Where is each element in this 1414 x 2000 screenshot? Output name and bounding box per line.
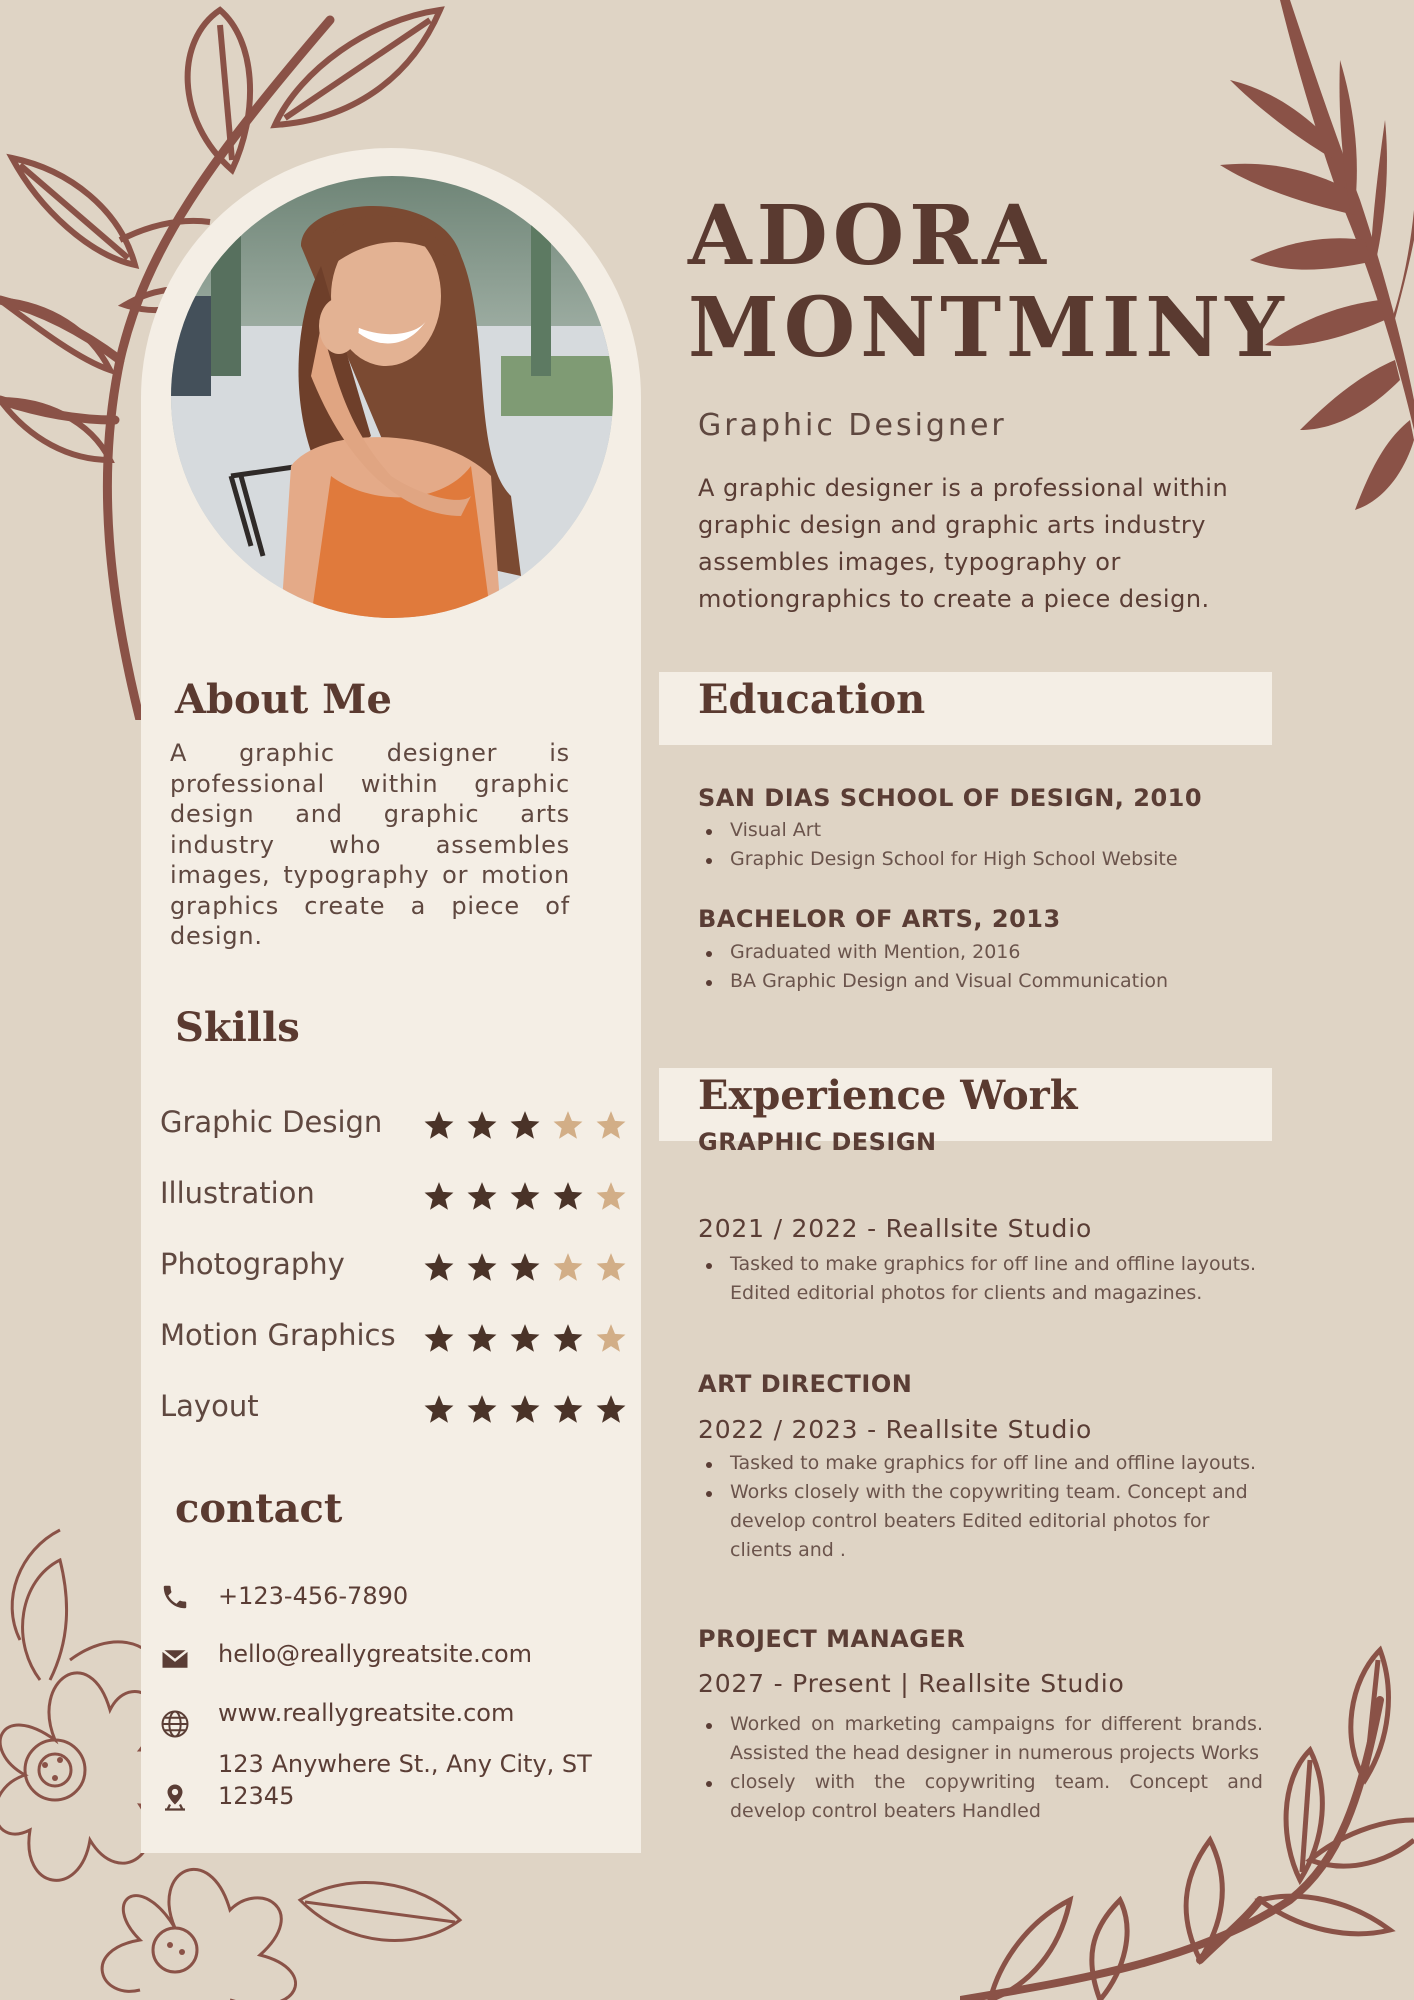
intro-text: A graphic designer is a professional within graphic design and graphic arts industry assembles images, typography or motiongraphics to create a piece design. <box>698 474 1229 613</box>
experience-period-2: 2022 / 2023 - Reallsite Studio <box>698 1415 1093 1444</box>
star-filled-icon <box>465 1109 499 1143</box>
skill-name: Illustration <box>160 1176 315 1210</box>
list-item: Worked on marketing campaigns for different brands. Assisted the head designer in numerous projects Works <box>698 1710 1263 1768</box>
star-filled-icon <box>508 1322 542 1356</box>
experience-title: Experience Work <box>698 1072 1078 1119</box>
experience-period-3: 2027 - Present | Reallsite Studio <box>698 1669 1125 1698</box>
skill-name: Motion Graphics <box>160 1318 396 1352</box>
star-filled-icon <box>422 1393 456 1427</box>
star-filled-icon <box>594 1393 628 1427</box>
contact-phone <box>160 1580 620 1614</box>
list-item: Visual Art <box>698 816 1263 845</box>
address-text: 123 Anywhere St., Any City, ST 12345 <box>218 1750 592 1810</box>
star-filled-icon <box>465 1393 499 1427</box>
skill-name: Photography <box>160 1247 345 1281</box>
about-title: About Me <box>175 676 392 723</box>
website-text[interactable]: www.reallygreatsite.com <box>218 1699 515 1727</box>
skill-rating <box>422 1322 628 1356</box>
skill-rating <box>422 1251 628 1285</box>
experience-heading-3: PROJECT MANAGER <box>698 1625 966 1653</box>
star-filled-icon <box>551 1180 585 1214</box>
phone-icon <box>160 1582 190 1612</box>
skill-rating <box>422 1393 628 1427</box>
education-heading-1: SAN DIAS SCHOOL OF DESIGN, 2010 <box>698 784 1203 812</box>
list-item: Works closely with the copywriting team. Concept and develop control beaters Edited editorial photos for clients and . <box>698 1478 1263 1565</box>
list-item: Tasked to make graphics for off line and offline layouts. Edited editorial photos for clients and magazines. <box>698 1250 1263 1308</box>
experience-heading-2: ART DIRECTION <box>698 1370 913 1398</box>
globe-icon <box>160 1709 190 1739</box>
star-empty-icon <box>594 1180 628 1214</box>
phone-text: +123-456-7890 <box>218 1582 409 1610</box>
list-item: BA Graphic Design and Visual Communication <box>698 967 1263 996</box>
star-empty-icon <box>551 1251 585 1285</box>
star-filled-icon <box>508 1180 542 1214</box>
star-filled-icon <box>465 1322 499 1356</box>
skill-row <box>160 1105 630 1155</box>
star-filled-icon <box>422 1180 456 1214</box>
star-filled-icon <box>508 1109 542 1143</box>
skill-row <box>160 1389 630 1439</box>
star-filled-icon <box>422 1322 456 1356</box>
experience-list-3 <box>698 1710 1263 1826</box>
experience-list-1 <box>698 1250 1263 1308</box>
education-list-2 <box>698 938 1263 996</box>
skills-title: Skills <box>175 1004 300 1051</box>
star-empty-icon <box>594 1251 628 1285</box>
skill-rating <box>422 1109 628 1143</box>
location-pin-icon <box>160 1782 190 1812</box>
about-text: A graphic designer is professional within graphic design and graphic arts industry who assembles images, typography or motion graphics create a piece of design. <box>170 739 570 950</box>
skill-name: Layout <box>160 1389 259 1423</box>
experience-list-2 <box>698 1449 1263 1565</box>
education-title: Education <box>698 676 926 723</box>
profile-photo <box>171 176 613 618</box>
star-filled-icon <box>508 1251 542 1285</box>
skill-row <box>160 1176 630 1226</box>
job-role: Graphic Designer <box>698 408 1007 443</box>
name-line-2: MONTMINY <box>688 280 1289 376</box>
email-icon <box>160 1644 190 1674</box>
experience-heading-1: GRAPHIC DESIGN <box>698 1128 937 1156</box>
star-filled-icon <box>551 1393 585 1427</box>
contact-address <box>160 1748 620 1814</box>
list-item: Graduated with Mention, 2016 <box>698 938 1263 967</box>
star-filled-icon <box>508 1393 542 1427</box>
contact-website <box>160 1697 620 1731</box>
skill-row <box>160 1247 630 1297</box>
list-item: closely with the copywriting team. Concept and develop control beaters Handled <box>698 1768 1263 1826</box>
contact-title: contact <box>175 1485 343 1532</box>
star-filled-icon <box>422 1251 456 1285</box>
star-filled-icon <box>465 1251 499 1285</box>
skill-name: Graphic Design <box>160 1105 383 1139</box>
email-text[interactable]: hello@reallygreatsite.com <box>218 1640 533 1668</box>
education-list-1 <box>698 816 1263 874</box>
star-filled-icon <box>465 1180 499 1214</box>
skill-row <box>160 1318 630 1368</box>
star-empty-icon <box>594 1322 628 1356</box>
person-name <box>688 190 1289 374</box>
experience-period-1: 2021 / 2022 - Reallsite Studio <box>698 1214 1093 1243</box>
star-filled-icon <box>551 1322 585 1356</box>
contact-email <box>160 1638 620 1672</box>
education-heading-2: BACHELOR OF ARTS, 2013 <box>698 905 1061 933</box>
skill-rating <box>422 1180 628 1214</box>
name-line-1: ADORA <box>688 188 1051 284</box>
star-empty-icon <box>551 1109 585 1143</box>
star-filled-icon <box>422 1109 456 1143</box>
list-item: Graphic Design School for High School Website <box>698 845 1263 874</box>
list-item: Tasked to make graphics for off line and offline layouts. <box>698 1449 1263 1478</box>
star-empty-icon <box>594 1109 628 1143</box>
